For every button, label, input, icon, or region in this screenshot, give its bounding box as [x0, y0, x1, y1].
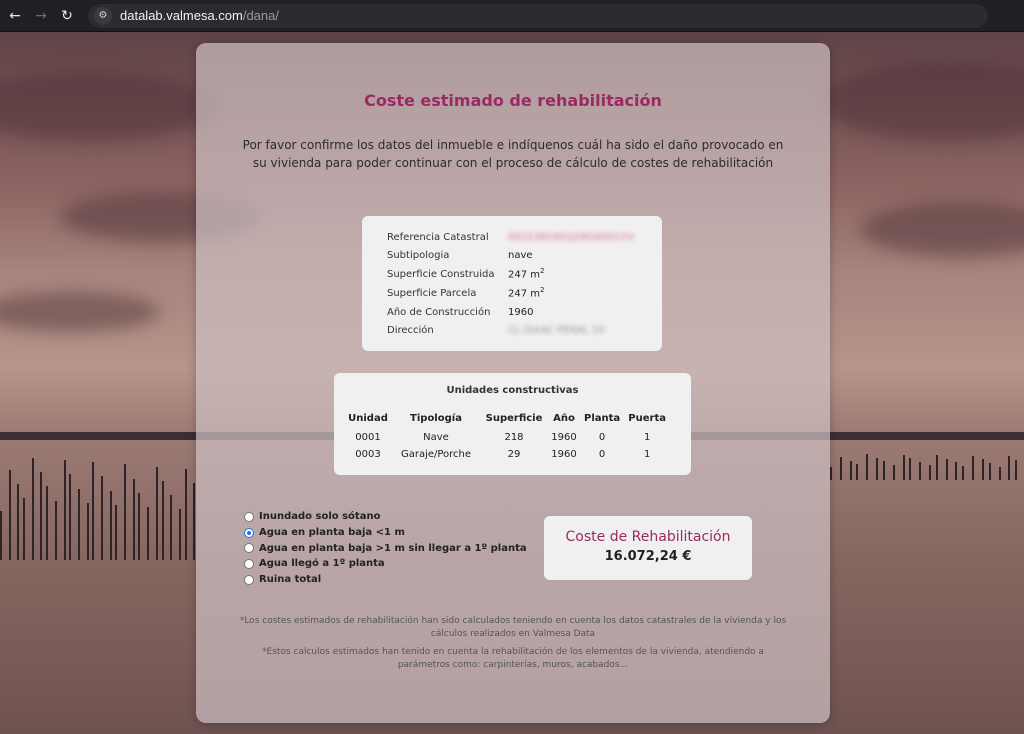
table-cell: 1960 [551, 449, 577, 460]
column-header: Unidad [348, 412, 388, 424]
property-value [508, 286, 544, 299]
reed-decoration [138, 493, 140, 560]
column-header: Planta [584, 412, 621, 424]
units-table [348, 407, 674, 463]
column-header: Año [553, 412, 575, 424]
property-key: Referencia Catastral [387, 231, 489, 243]
site-info-glyph: ⚙ [98, 10, 108, 21]
column-header: Superficie [485, 412, 543, 424]
radio-button[interactable] [244, 543, 254, 553]
rehabilitation-card [196, 43, 830, 723]
reed-decoration [32, 458, 34, 560]
reed-decoration [0, 511, 2, 561]
radio-label[interactable]: Ruina total [259, 574, 322, 586]
property-key: Superficie Parcela [387, 287, 477, 299]
radio-button[interactable] [244, 512, 254, 522]
cost-value: 16.072,24 € [604, 549, 692, 564]
reed-decoration [883, 461, 885, 480]
reed-decoration [972, 456, 974, 480]
damage-option[interactable] [244, 572, 527, 588]
reed-decoration [64, 460, 66, 560]
reed-decoration [866, 454, 868, 480]
column-header: Puerta [628, 412, 666, 424]
table-cell: 1960 [551, 432, 577, 443]
damage-option[interactable] [244, 525, 527, 541]
radio-button[interactable] [244, 559, 254, 569]
radio-button-checked[interactable] [244, 528, 254, 538]
damage-options [244, 509, 527, 587]
forward-arrow-icon: → [35, 7, 47, 24]
url-host: datalab.valmesa.com [120, 8, 243, 23]
reed-decoration [124, 464, 126, 560]
table-cell: 0001 [355, 432, 381, 443]
reed-decoration [55, 501, 57, 560]
table-cell: 1 [643, 432, 651, 443]
reload-icon: ↻ [61, 7, 73, 24]
property-row [387, 265, 544, 283]
reed-decoration [936, 455, 938, 480]
table-cell: 0 [598, 449, 606, 460]
property-value: CL ISAAC PERAL 10 [508, 324, 605, 336]
property-row [387, 228, 634, 246]
disclaimer-note: *Los costes estimados de rehabilitación han sido calculados teniendo en cuenta los datos catastrales de la vivienda y los cálculos realizados en Valmesa Data [239, 616, 787, 639]
property-row [387, 321, 604, 339]
construction-units-box [334, 373, 691, 475]
property-data-box [362, 216, 662, 351]
reed-decoration [893, 465, 895, 480]
intro-text: Por favor confirme los datos del inmueble e indíquenos cuál ha sido el daño provocado en su vivienda para poder continuar con el proceso de cálculo de costes de rehabilitación [242, 138, 784, 170]
table-cell: Nave [423, 432, 449, 443]
unit-exponent: 2 [540, 267, 545, 276]
reed-decoration [840, 457, 842, 480]
reed-decoration [115, 505, 117, 560]
radio-label[interactable]: Agua en planta baja <1 m [259, 527, 405, 539]
table-cell: Garaje/Porche [400, 449, 472, 460]
property-value: 0015381001J29G0001YU [508, 231, 634, 243]
url-path: /dana/ [242, 8, 279, 23]
reed-decoration [999, 467, 1001, 480]
damage-option[interactable] [244, 540, 527, 556]
reed-decoration [955, 462, 957, 480]
reed-decoration [850, 461, 852, 480]
reed-decoration [909, 458, 911, 480]
reed-decoration [101, 476, 103, 560]
property-row [387, 246, 533, 264]
reed-decoration [856, 464, 858, 480]
property-row [387, 303, 533, 321]
reed-decoration [982, 459, 984, 480]
back-arrow-icon: ← [9, 7, 21, 24]
table-row [348, 429, 674, 446]
reed-decoration [962, 466, 964, 480]
reed-decoration [170, 495, 172, 560]
reed-decoration [179, 509, 181, 560]
table-header-row [348, 407, 674, 429]
table-row [348, 446, 674, 463]
reed-decoration [919, 462, 921, 480]
property-key: Superficie Construida [387, 268, 495, 280]
reed-decoration [185, 469, 187, 560]
property-key: Dirección [387, 324, 434, 336]
property-value: nave [508, 249, 533, 261]
forward-button[interactable] [30, 5, 52, 27]
damage-option[interactable] [244, 509, 527, 525]
browser-toolbar [0, 0, 1024, 32]
reed-decoration [876, 458, 878, 480]
cost-label: Coste de Rehabilitación [565, 529, 731, 545]
disclaimer-note: *Estos calculos estimados han tenido en cuenta la rehabilitación de los elementos de la vivienda, atendiendo a parámetros como: carpinterías, muros, acabados... [262, 647, 764, 670]
table-cell: 0003 [355, 449, 381, 460]
reed-decoration [193, 483, 195, 560]
reed-decoration [40, 472, 42, 560]
property-key: Subtipologia [387, 249, 450, 261]
table-cell: 1 [643, 449, 651, 460]
reed-decoration [830, 467, 832, 480]
reed-decoration [69, 474, 71, 560]
reed-decoration [46, 486, 48, 560]
reed-decoration [23, 498, 25, 560]
radio-label[interactable]: Agua en planta baja >1 m sin llegar a 1º planta [259, 542, 527, 554]
property-row [387, 284, 544, 302]
rehabilitation-cost-box [544, 516, 752, 580]
property-value: 1960 [508, 306, 534, 318]
reed-decoration [162, 481, 164, 560]
reed-decoration [156, 467, 158, 561]
surface-built-value: 247 m [508, 269, 541, 281]
reed-decoration [147, 507, 149, 560]
reed-decoration [1008, 456, 1010, 480]
page-title: Coste estimado de rehabilitación [364, 91, 662, 110]
table-cell: 218 [504, 432, 524, 443]
reed-decoration [92, 462, 94, 560]
reed-decoration [133, 479, 135, 560]
damage-option[interactable] [244, 556, 527, 572]
table-cell: 29 [507, 449, 521, 460]
radio-label[interactable]: Agua llegó a 1º planta [259, 558, 385, 570]
surface-plot-value: 247 m [508, 288, 541, 300]
unit-exponent: 2 [540, 286, 545, 295]
column-header: Tipología [410, 412, 462, 424]
units-title: Unidades constructivas [446, 385, 579, 396]
url-text[interactable] [120, 8, 279, 23]
back-button[interactable] [4, 5, 26, 27]
radio-button[interactable] [244, 575, 254, 585]
reed-decoration [87, 503, 89, 560]
property-key: Año de Construcción [387, 306, 491, 318]
reed-decoration [903, 455, 905, 480]
radio-label[interactable]: Inundado solo sótano [259, 511, 381, 523]
table-cell: 0 [598, 432, 606, 443]
address-bar[interactable] [88, 4, 988, 28]
reed-decoration [78, 489, 80, 561]
reed-decoration [1015, 460, 1017, 480]
reload-button[interactable] [56, 5, 78, 27]
reed-decoration [17, 484, 19, 560]
reed-decoration [110, 491, 112, 560]
reed-decoration [946, 459, 948, 480]
reed-decoration [989, 463, 991, 480]
property-value [508, 267, 544, 280]
reed-decoration [9, 470, 11, 560]
site-info-icon[interactable] [94, 7, 112, 25]
reed-decoration [929, 465, 931, 480]
